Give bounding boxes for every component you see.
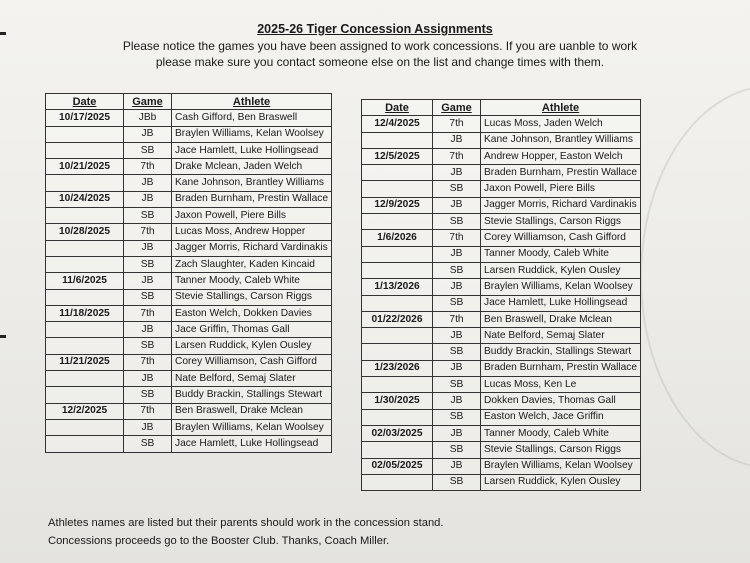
assignments-table-left: [45, 93, 332, 453]
game-cell: SB: [433, 377, 481, 393]
table-row: [46, 224, 332, 240]
table-row: [362, 360, 641, 376]
athlete-cell: Zach Slaughter, Kaden Kincaid: [172, 256, 332, 272]
athlete-cell: Andrew Hopper, Easton Welch: [481, 148, 641, 164]
table-row: [362, 458, 641, 474]
date-cell: [362, 214, 433, 230]
athlete-cell: Stevie Stallings, Carson Riggs: [172, 289, 332, 305]
table-row: [362, 442, 641, 458]
game-cell: JB: [433, 328, 481, 344]
table-row: [362, 230, 641, 246]
game-cell: JB: [124, 175, 172, 191]
date-cell: 12/5/2025: [362, 148, 433, 164]
date-cell: [362, 344, 433, 360]
athlete-column-header: Athlete: [481, 100, 641, 116]
date-cell: [362, 132, 433, 148]
table-row: [46, 403, 332, 419]
game-column-header: Game: [124, 94, 172, 110]
date-cell: [46, 338, 124, 354]
table-row: [46, 142, 332, 158]
date-cell: 02/03/2025: [362, 425, 433, 441]
date-cell: 1/13/2026: [362, 279, 433, 295]
date-cell: [46, 256, 124, 272]
game-cell: SB: [124, 387, 172, 403]
athlete-cell: Cash Gifford, Ben Braswell: [172, 110, 332, 126]
game-cell: JB: [433, 246, 481, 262]
game-cell: 7th: [124, 305, 172, 321]
athlete-cell: Braylen Williams, Kelan Woolsey: [172, 126, 332, 142]
date-cell: 1/23/2026: [362, 360, 433, 376]
athlete-cell: Jagger Morris, Richard Vardinakis: [172, 240, 332, 256]
table-row: [362, 328, 641, 344]
date-cell: [46, 436, 124, 452]
athlete-cell: Drake Mclean, Jaden Welch: [172, 159, 332, 175]
table-row: [362, 393, 641, 409]
game-cell: SB: [124, 436, 172, 452]
table-header-row: [362, 100, 641, 116]
date-cell: [46, 371, 124, 387]
athlete-cell: Corey Williamson, Cash Gifford: [172, 354, 332, 370]
game-cell: JB: [433, 360, 481, 376]
game-cell: JB: [124, 126, 172, 142]
athlete-cell: Larsen Ruddick, Kylen Ousley: [481, 262, 641, 278]
footer-notes: [48, 514, 444, 550]
athlete-cell: Braden Burnham, Prestin Wallace: [481, 360, 641, 376]
athlete-cell: Lucas Moss, Andrew Hopper: [172, 224, 332, 240]
athlete-cell: Jace Griffin, Thomas Gall: [172, 322, 332, 338]
table-row: [46, 159, 332, 175]
athlete-cell: Dokken Davies, Thomas Gall: [481, 393, 641, 409]
athlete-cell: Stevie Stallings, Carson Riggs: [481, 442, 641, 458]
date-cell: [362, 165, 433, 181]
table-row: [46, 110, 332, 126]
game-cell: SB: [433, 409, 481, 425]
intro-text: [120, 38, 640, 70]
date-column-header: Date: [362, 100, 433, 116]
athlete-cell: Easton Welch, Jace Griffin: [481, 409, 641, 425]
table-row: [362, 311, 641, 327]
game-cell: JB: [433, 425, 481, 441]
athlete-cell: Jagger Morris, Richard Vardinakis: [481, 197, 641, 213]
game-cell: SB: [433, 214, 481, 230]
table-row: [46, 371, 332, 387]
date-cell: [362, 409, 433, 425]
game-cell: 7th: [124, 159, 172, 175]
game-cell: 7th: [124, 403, 172, 419]
athlete-cell: Kane Johnson, Brantley Williams: [172, 175, 332, 191]
table-row: [46, 289, 332, 305]
footer-line: Concessions proceeds go to the Booster Club. Thanks, Coach Miller.: [48, 535, 390, 547]
date-cell: [362, 377, 433, 393]
table-row: [362, 409, 641, 425]
game-cell: JB: [124, 371, 172, 387]
date-cell: 12/2/2025: [46, 403, 124, 419]
table-row: [362, 197, 641, 213]
date-cell: 11/18/2025: [46, 305, 124, 321]
date-cell: 12/4/2025: [362, 116, 433, 132]
table-row: [46, 419, 332, 435]
date-cell: 10/17/2025: [46, 110, 124, 126]
athlete-cell: Larsen Ruddick, Kylen Ousley: [172, 338, 332, 354]
table-row: [46, 208, 332, 224]
date-cell: [46, 289, 124, 305]
footer-line: Athletes names are listed but their parents should work in the concession stand.: [48, 517, 444, 529]
athlete-cell: Braylen Williams, Kelan Woolsey: [172, 419, 332, 435]
table-row: [362, 279, 641, 295]
table-row: [46, 273, 332, 289]
table-row: [46, 191, 332, 207]
athlete-cell: Buddy Brackin, Stallings Stewart: [172, 387, 332, 403]
table-row: [362, 377, 641, 393]
athlete-cell: Ben Braswell, Drake Mclean: [481, 311, 641, 327]
date-cell: [46, 208, 124, 224]
athlete-cell: Nate Belford, Semaj Slater: [481, 328, 641, 344]
date-cell: [362, 295, 433, 311]
athlete-cell: Braylen Williams, Kelan Woolsey: [481, 279, 641, 295]
background-watermark-circle: [640, 85, 750, 469]
game-cell: JB: [433, 165, 481, 181]
intro-line: Please notice the games you have been assigned to work concessions. If you are uanble to work: [122, 39, 638, 53]
date-cell: [362, 246, 433, 262]
game-cell: SB: [124, 256, 172, 272]
date-cell: [46, 142, 124, 158]
date-cell: [46, 240, 124, 256]
game-cell: 7th: [433, 230, 481, 246]
athlete-cell: Braden Burnham, Prestin Wallace: [481, 165, 641, 181]
date-cell: [46, 175, 124, 191]
binder-hole-mark: [0, 335, 6, 338]
date-cell: [362, 181, 433, 197]
athlete-column-header: Athlete: [172, 94, 332, 110]
table-row: [362, 116, 641, 132]
date-cell: 10/28/2025: [46, 224, 124, 240]
game-cell: JB: [124, 273, 172, 289]
date-cell: [46, 419, 124, 435]
game-cell: SB: [124, 338, 172, 354]
assignments-table-right: [361, 99, 641, 491]
game-cell: SB: [124, 289, 172, 305]
game-cell: 7th: [433, 148, 481, 164]
date-cell: 11/21/2025: [46, 354, 124, 370]
athlete-cell: Ben Braswell, Drake Mclean: [172, 403, 332, 419]
athlete-cell: Buddy Brackin, Stallings Stewart: [481, 344, 641, 360]
athlete-cell: Tanner Moody, Caleb White: [481, 425, 641, 441]
document-title: 2025-26 Tiger Concession Assignments: [257, 22, 493, 36]
athlete-cell: Jaxon Powell, Piere Bills: [481, 181, 641, 197]
game-cell: SB: [124, 208, 172, 224]
game-cell: JB: [433, 458, 481, 474]
athlete-cell: Lucas Moss, Ken Le: [481, 377, 641, 393]
table-row: [46, 354, 332, 370]
date-cell: 10/24/2025: [46, 191, 124, 207]
table-row: [46, 305, 332, 321]
date-cell: [362, 442, 433, 458]
table-row: [362, 262, 641, 278]
athlete-cell: Jace Hamlett, Luke Hollingsead: [481, 295, 641, 311]
game-cell: SB: [433, 295, 481, 311]
table-row: [46, 126, 332, 142]
athlete-cell: Tanner Moody, Caleb White: [481, 246, 641, 262]
athlete-cell: Kane Johnson, Brantley Williams: [481, 132, 641, 148]
date-cell: [46, 322, 124, 338]
game-cell: JB: [433, 132, 481, 148]
athlete-cell: Tanner Moody, Caleb White: [172, 273, 332, 289]
table-row: [46, 436, 332, 452]
athlete-cell: Jace Hamlett, Luke Hollingsead: [172, 436, 332, 452]
table-row: [46, 338, 332, 354]
game-cell: JB: [124, 240, 172, 256]
game-cell: SB: [124, 142, 172, 158]
intro-line: please make sure you contact someone else on the list and change times with them.: [155, 55, 605, 69]
table-header-row: [46, 94, 332, 110]
game-cell: 7th: [433, 116, 481, 132]
table-row: [46, 175, 332, 191]
game-column-header: Game: [433, 100, 481, 116]
table-row: [362, 148, 641, 164]
game-cell: JB: [433, 197, 481, 213]
table-row: [362, 165, 641, 181]
date-cell: [46, 126, 124, 142]
athlete-cell: Corey Williamson, Cash Gifford: [481, 230, 641, 246]
game-cell: JB: [433, 393, 481, 409]
date-cell: [362, 328, 433, 344]
game-cell: JB: [433, 279, 481, 295]
athlete-cell: Braden Burnham, Prestin Wallace: [172, 191, 332, 207]
game-cell: JB: [124, 419, 172, 435]
game-cell: 7th: [124, 224, 172, 240]
date-cell: 10/21/2025: [46, 159, 124, 175]
table-row: [362, 344, 641, 360]
game-cell: 7th: [124, 354, 172, 370]
table-row: [46, 322, 332, 338]
athlete-cell: Jaxon Powell, Piere Bills: [172, 208, 332, 224]
date-column-header: Date: [46, 94, 124, 110]
table-row: [362, 132, 641, 148]
game-cell: SB: [433, 181, 481, 197]
table-row: [46, 387, 332, 403]
date-cell: 12/9/2025: [362, 197, 433, 213]
table-row: [362, 425, 641, 441]
table-row: [362, 214, 641, 230]
game-cell: SB: [433, 442, 481, 458]
game-cell: SB: [433, 262, 481, 278]
athlete-cell: Larsen Ruddick, Kylen Ousley: [481, 474, 641, 490]
date-cell: 1/6/2026: [362, 230, 433, 246]
game-cell: SB: [433, 474, 481, 490]
game-cell: SB: [433, 344, 481, 360]
athlete-cell: Stevie Stallings, Carson Riggs: [481, 214, 641, 230]
table-row: [46, 256, 332, 272]
date-cell: 1/30/2025: [362, 393, 433, 409]
table-row: [362, 295, 641, 311]
table-row: [362, 181, 641, 197]
game-cell: 7th: [433, 311, 481, 327]
date-cell: [362, 262, 433, 278]
date-cell: [46, 387, 124, 403]
game-cell: JBb: [124, 110, 172, 126]
athlete-cell: Easton Welch, Dokken Davies: [172, 305, 332, 321]
athlete-cell: Braylen Williams, Kelan Woolsey: [481, 458, 641, 474]
table-row: [362, 474, 641, 490]
athlete-cell: Jace Hamlett, Luke Hollingsead: [172, 142, 332, 158]
date-cell: [362, 474, 433, 490]
athlete-cell: Lucas Moss, Jaden Welch: [481, 116, 641, 132]
game-cell: JB: [124, 322, 172, 338]
athlete-cell: Nate Belford, Semaj Slater: [172, 371, 332, 387]
table-row: [46, 240, 332, 256]
table-row: [362, 246, 641, 262]
date-cell: 02/05/2025: [362, 458, 433, 474]
game-cell: JB: [124, 191, 172, 207]
date-cell: 01/22/2026: [362, 311, 433, 327]
date-cell: 11/6/2025: [46, 273, 124, 289]
